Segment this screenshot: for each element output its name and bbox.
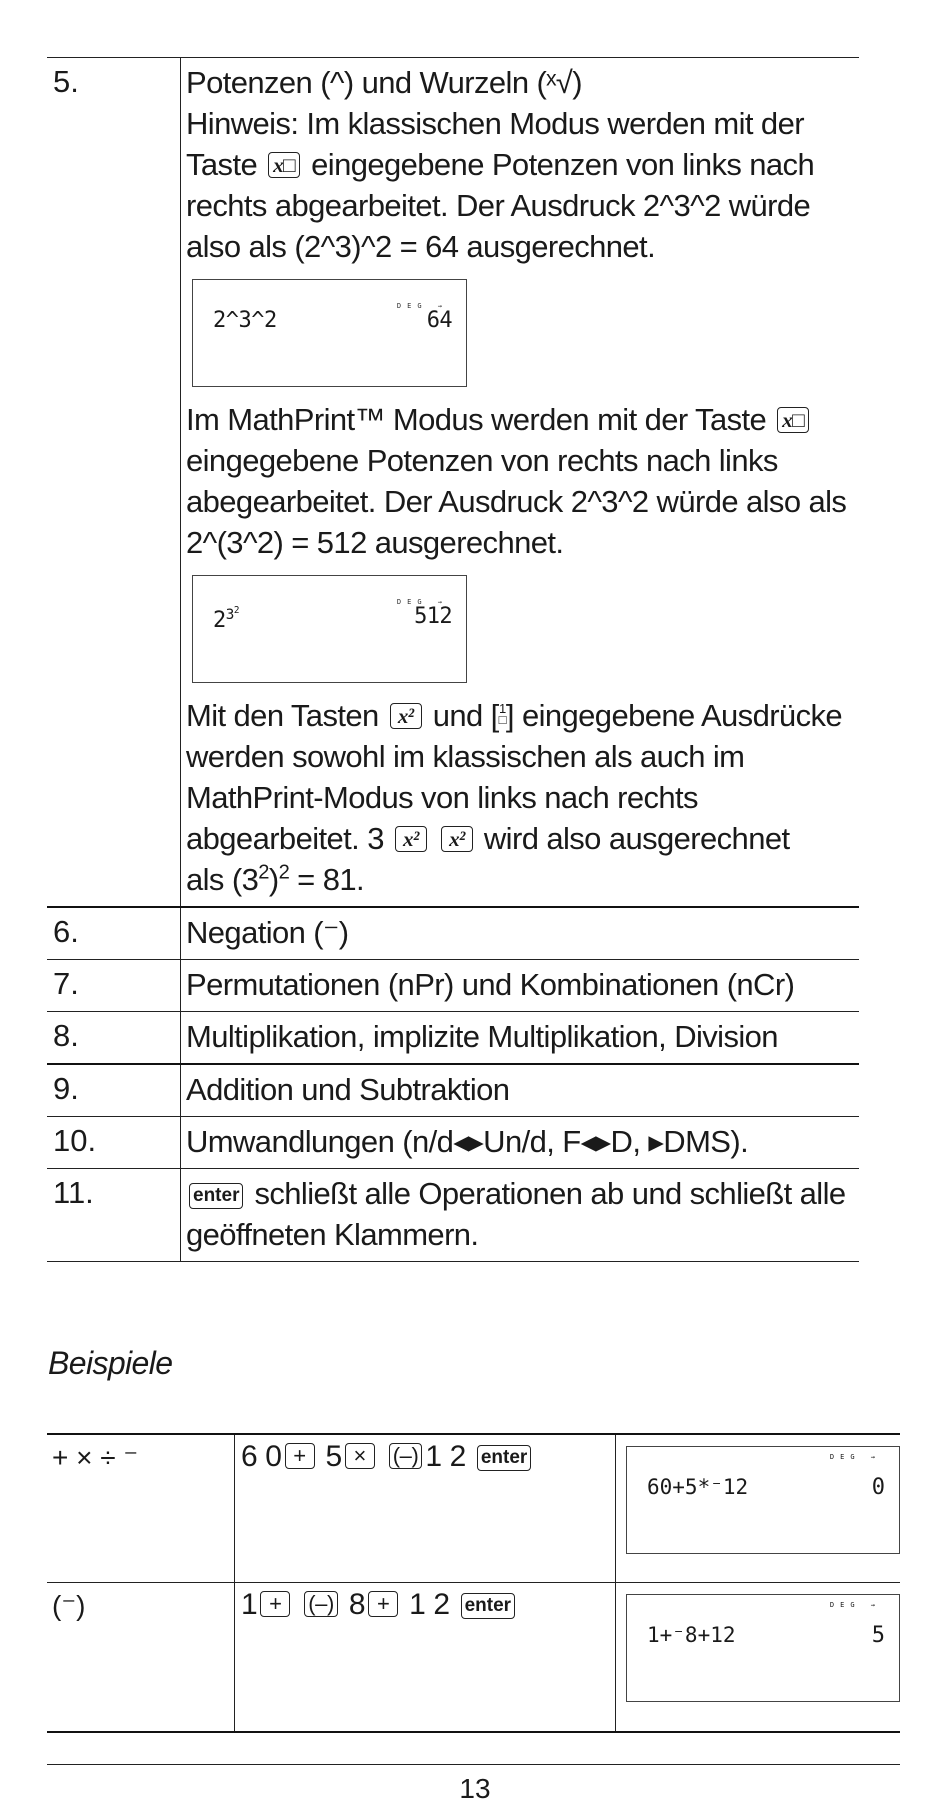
- row-number: 9.: [47, 1065, 181, 1116]
- row-content: [181, 1169, 859, 1261]
- row-number: 5.: [47, 58, 181, 906]
- enter-key: enter: [477, 1445, 531, 1471]
- section-heading: Beispiele: [48, 1345, 173, 1381]
- reciprocal-key: 1 □: [498, 701, 506, 727]
- page-number: 13: [459, 1773, 491, 1804]
- table-row: [47, 960, 859, 1012]
- plus-key: +: [368, 1591, 398, 1617]
- example-label: + × ÷ ⁻: [47, 1435, 235, 1582]
- screen-result: 5: [871, 1623, 885, 1648]
- screen-expression: 2^3^2: [213, 308, 277, 333]
- row-number: 8.: [47, 1012, 181, 1063]
- square-key: x²: [441, 826, 473, 852]
- classic-mode-note: Hinweis: Im klassischen Modus werden mit der Taste x□ eingegebene Potenzen von links nach rechts abgearbeitet. Der Ausdruck 2^3^2 würde also als (2^3)^2 = 64 ausgerechnet.: [186, 106, 815, 264]
- table-row: [47, 1435, 900, 1583]
- screen-expression: $2^{3^2}$: [213, 604, 239, 633]
- screen-cell: [616, 1435, 900, 1582]
- row-number: 7.: [47, 960, 181, 1011]
- examples-table: [47, 1433, 900, 1733]
- calculator-screen: [626, 1446, 900, 1554]
- row-number: 11.: [47, 1169, 181, 1261]
- plus-key: +: [285, 1443, 315, 1469]
- screen-result: 0: [871, 1475, 885, 1500]
- table-row: [47, 1169, 859, 1262]
- row-content: [181, 58, 859, 906]
- row-text: Negation (⁻): [186, 915, 349, 950]
- square-key: x²: [390, 703, 422, 729]
- multiply-key: ×: [345, 1443, 375, 1469]
- screen-expression: 60+5*⁻12: [647, 1475, 749, 1499]
- mode-indicators: DEG →: [396, 302, 448, 310]
- power-key: x□: [777, 407, 809, 433]
- calculator-screen: [192, 575, 467, 683]
- row-text: Umwandlungen (n/d◂▸Un/d, F◂▸D, ▸DMS).: [186, 1124, 749, 1159]
- precedence-table: [47, 57, 859, 1262]
- screen-cell: [616, 1583, 900, 1731]
- row-text: Permutationen (nPr) und Kombinationen (nCr): [186, 967, 795, 1002]
- enter-key: enter: [461, 1593, 515, 1619]
- screen-result: 64: [426, 308, 452, 333]
- calculator-screen: [192, 279, 467, 387]
- mode-indicators: DEG →: [829, 1601, 881, 1609]
- table-row: [47, 908, 859, 960]
- example-label: (⁻): [47, 1583, 235, 1731]
- footer-rule: [47, 1764, 900, 1765]
- power-key: x□: [268, 152, 300, 178]
- square-key: x²: [395, 826, 427, 852]
- row-title: Potenzen (^) und Wurzeln (ˣ√): [186, 65, 582, 100]
- screen-expression: 1+⁻8+12: [647, 1623, 736, 1647]
- row-number: 10.: [47, 1117, 181, 1168]
- table-row: [47, 1065, 859, 1117]
- table-row: [47, 1012, 859, 1065]
- mode-indicators: DEG →: [829, 1453, 881, 1461]
- table-row: [47, 1117, 859, 1169]
- square-keys-note: Mit den Tasten x² und [ 1 □ ] eingegebene Ausdrücke werden sowohl im klassischen als auch im MathPrint-Modus von links nach rechts abgearbeitet. 3 x² x² wird also ausgerechnet als $(3^2)^2 = 81$.: [186, 698, 843, 897]
- row-number: 6.: [47, 908, 181, 959]
- key-sequence: 6 0 + 5 × (–) 1 2 enter: [235, 1435, 616, 1582]
- row-text: schließt alle Operationen ab und schließt alle geöffneten Klammern.: [186, 1176, 846, 1252]
- screen-result: 512: [414, 604, 452, 629]
- table-row: [47, 58, 859, 908]
- row-text: Multiplikation, implizite Multiplikation, Division: [186, 1019, 778, 1054]
- negative-key: (–): [389, 1443, 423, 1469]
- key-sequence: 1 + (–) 8 + 1 2 enter: [235, 1583, 616, 1731]
- calculator-screen: [626, 1594, 900, 1702]
- mode-indicators: DEG →: [396, 598, 448, 606]
- negative-key: (–): [304, 1591, 338, 1617]
- plus-key: +: [260, 1591, 290, 1617]
- row-text: Addition und Subtraktion: [186, 1072, 510, 1107]
- enter-key: enter: [189, 1183, 243, 1209]
- mathprint-mode-note: Im MathPrint™ Modus werden mit der Taste x□ eingegebene Potenzen von rechts nach links abegearbeitet. Der Ausdruck 2^3^2 würde also als 2^(3^2) = 512 ausgerechnet.: [186, 402, 847, 560]
- table-row: [47, 1583, 900, 1733]
